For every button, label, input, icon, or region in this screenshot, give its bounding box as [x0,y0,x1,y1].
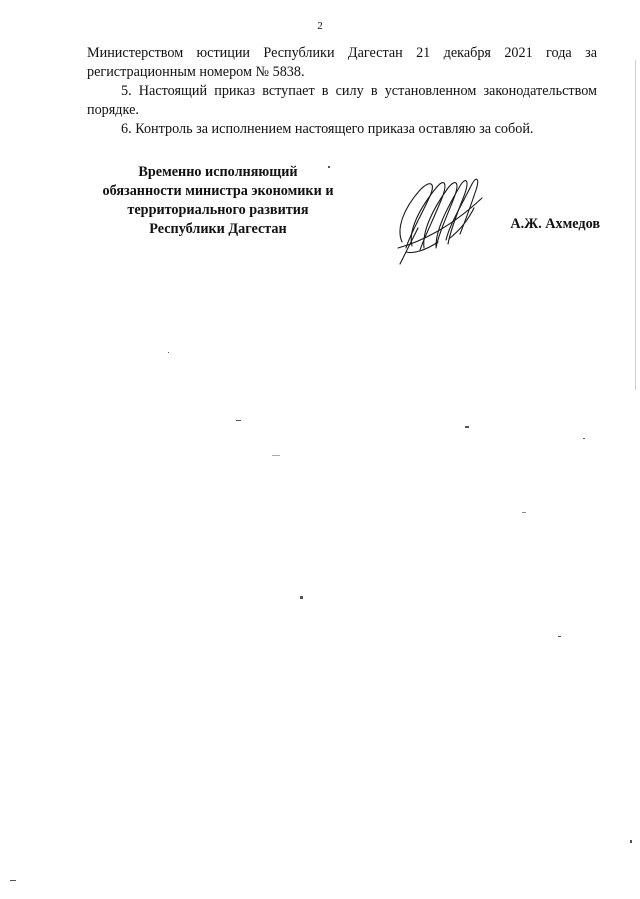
scan-speck [300,596,303,599]
scan-speck [168,352,169,353]
paragraph-5-line-1: 5. Настоящий приказ вступает в силу в установленном законодательством [121,83,597,99]
signatory-name: А.Ж. Ахмедов [510,216,600,232]
paragraph-5-line-2: порядке. [87,102,139,118]
paragraph-continuation-line-2: регистрационным номером № 5838. [87,64,305,80]
document-body [87,44,597,139]
handwritten-signature [390,168,500,268]
signatory-title-line-2: обязанности министра экономики и [102,183,334,199]
scan-speck [630,840,632,843]
scan-speck [10,880,16,881]
scan-speck [272,455,280,456]
signatory-title [100,163,336,239]
signatory-title-line-3: территориального развития [127,202,309,218]
signatory-title-line-1: Временно исполняющий [138,164,298,180]
scan-speck [236,420,241,421]
scan-speck [558,636,561,637]
page-number: 2 [317,20,323,32]
scan-speck [522,512,526,513]
signatory-title-line-4: Республики Дагестан [149,221,287,237]
paragraph-continuation-line-1: Министерством юстиции Республики Дагестан 21 декабря 2021 года за [87,45,597,61]
scan-speck [583,438,585,439]
scan-speck [465,426,469,428]
scan-speck [328,166,330,168]
scan-edge-line [635,60,636,390]
paragraph-6: 6. Контроль за исполнением настоящего приказа оставляю за собой. [121,121,534,137]
